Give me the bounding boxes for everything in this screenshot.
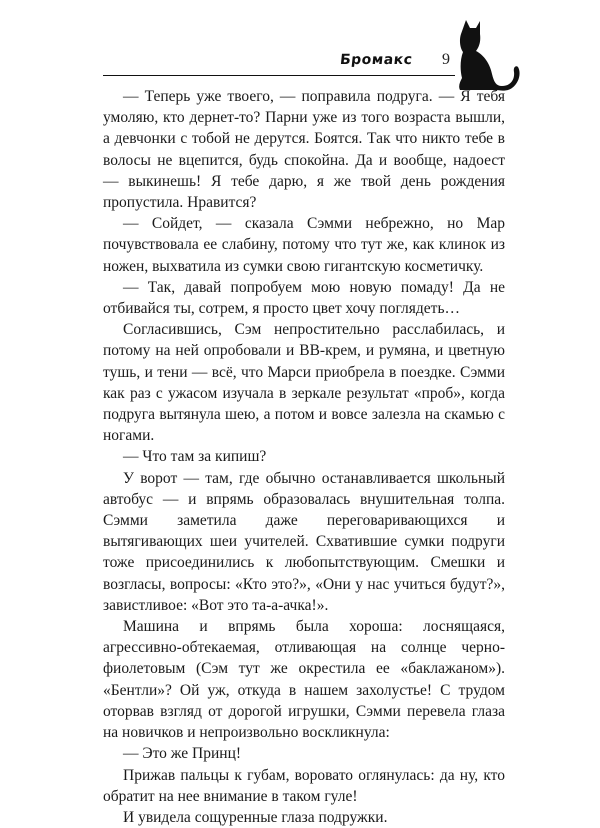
paragraph: Прижав пальцы к губам, воровато оглянулась: да ну, кто обратит на нее внимание в таком гуле! <box>103 766 505 805</box>
running-title: Бромакс <box>339 52 414 68</box>
page-number: 9 <box>442 51 450 68</box>
paragraph: — Так, давай попробуем мою новую помаду! Да не отбивайся ты, сотрем, я просто цвет хочу поглядеть… <box>103 278 505 318</box>
header-rule <box>103 75 455 76</box>
paragraph: — Теперь уже твоего, — поправила подруга. — Я тебя умоляю, кто дернет-то? Парни уже из того возраста вышли, а девчонки с тобой не дерутся. Боятся. Так что никто тебе в волосы не вцепится, будь спокойна. Да и вообще, надоест — выкинешь! Я тебе дарю, я же твой день рождения пропустила. Нравится? <box>103 88 505 212</box>
paragraph: — Что там за кипиш? <box>123 448 267 466</box>
paragraph: — Сойдет, — сказала Сэмми небрежно, но Мар почувствовала ее слабину, потому что тут же, как клинок из ножен, выхватила из сумки свою гигантскую косметичку. <box>103 215 505 275</box>
paragraph: — Это же Принц! <box>123 745 242 763</box>
paragraph: Машина и впрямь была хороша: лоснящаяся, агрессивно-обтекаемая, отливающая на солнце черно-фиолетовым (Сэм тут же окрестила ее «баклажаном»). «Бентли»? Ой уж, откуда в нашем захолустье! С трудом оторвав взгляд от дорогой игрушки, Сэмми перевела глаза на новичков и непроизвольно воскликнула: <box>103 618 505 742</box>
paragraph: И увидела сощуренные глаза подружки. <box>123 808 388 826</box>
body-text <box>103 86 505 828</box>
paragraph: У ворот — там, где обычно останавливается школьный автобус — и впрямь образовалась внушительная толпа. Сэмми заметила даже переговаривающихся и вытягивающих шеи учителей. Схватившие сумки подруги тоже присоединились к любопытствующим. Смешки и возгласы, вопросы: «Кто это?», «Они у нас учиться будут?», завистливое: «Вот это та-а-ачка!». <box>103 469 505 614</box>
sitting-cat-icon <box>452 20 522 92</box>
paragraph: Согласившись, Сэм непростительно расслабилась, и потому на ней опробовали и BB-крем, и румяна, и цветную тушь, и тени — всё, что Марси приобрела в поездке. Сэмми как раз с ужасом изучала в зеркале результат «проб», когда подруга вытянула шею, а потом и вовсе залезла на скамью с ногами. <box>103 321 505 445</box>
